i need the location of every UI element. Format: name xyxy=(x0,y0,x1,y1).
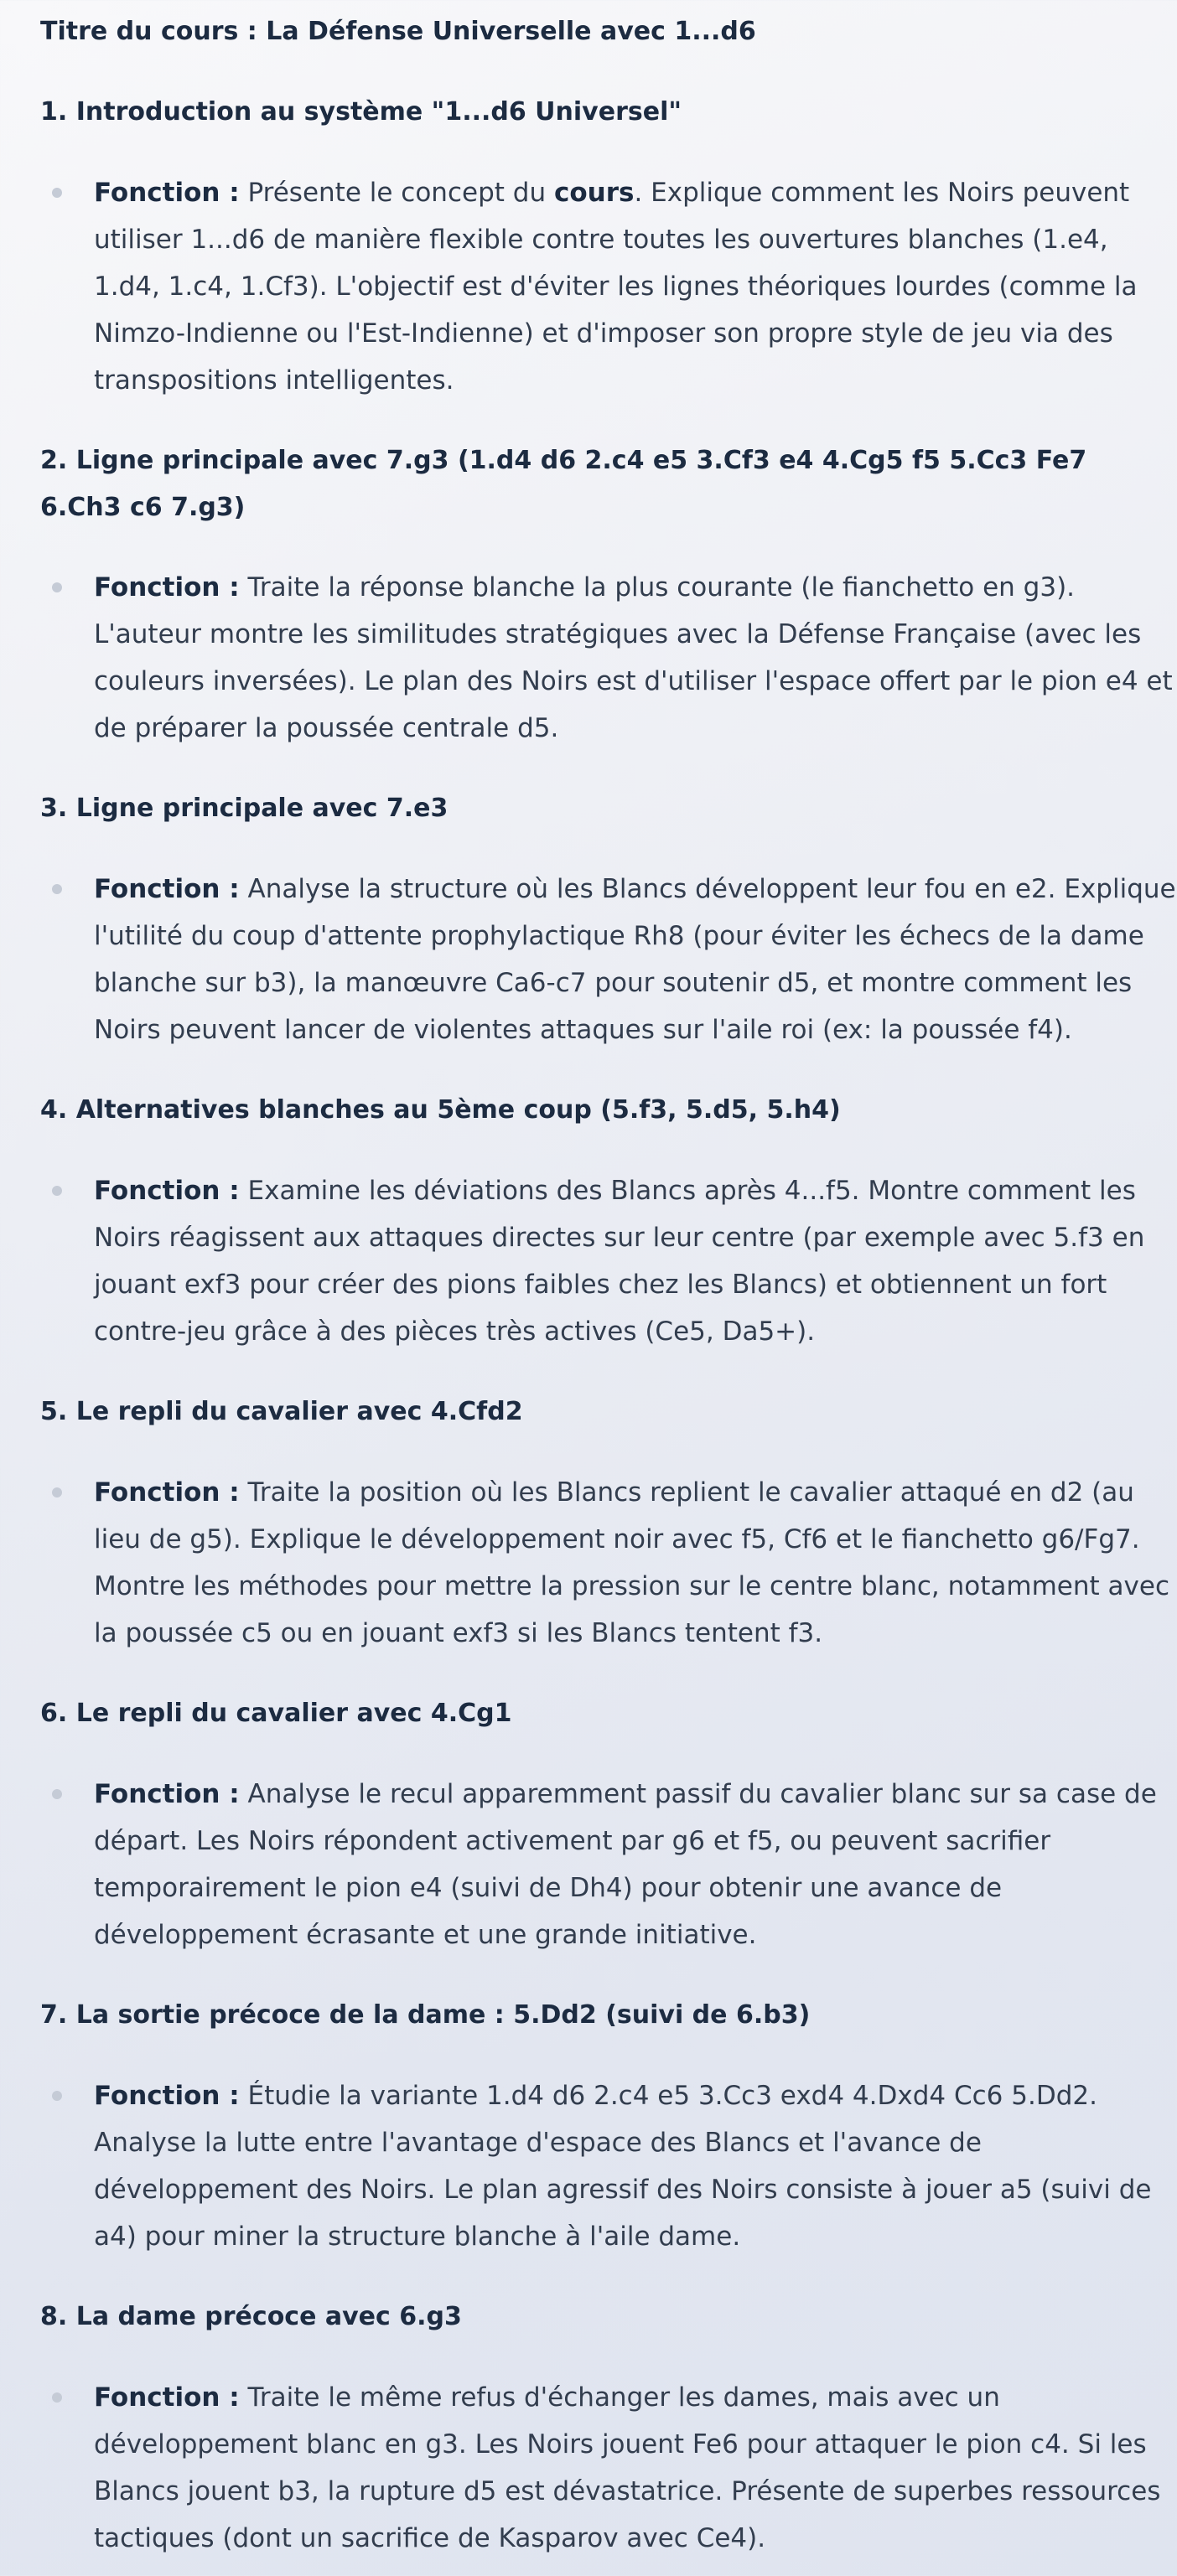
section-text-3: Analyse la structure où les Blancs développent leur fou en e2. Explique l'utilité du coup d'attente prophylactique Rh8 (pour éviter les échecs de la dame blanche sur b3), la manœuvre Ca6-c7 pour soutenir d5, et montre comment les Noirs peuvent lancer de violentes attaques sur l'aile roi (ex: la poussée f4). xyxy=(94,874,1176,1045)
function-label: Fonction : xyxy=(94,874,240,904)
bullet-icon xyxy=(52,188,62,198)
function-label: Fonction : xyxy=(94,2081,240,2111)
section-heading-6: 6. Le repli du cavalier avec 4.Cg1 xyxy=(40,1699,512,1728)
bullet-icon xyxy=(52,582,62,592)
bullet-icon xyxy=(52,2392,62,2403)
function-label: Fonction : xyxy=(94,572,240,603)
course-title: Titre du cours : La Défense Universelle avec 1...d6 xyxy=(40,17,756,46)
section-heading-2: 2. Ligne principale avec 7.g3 (1.d4 d6 2.c4 e5 3.Cf3 e4 4.Cg5 f5 5.Cc3 Fe7 6.Ch3 c6 7.g3) xyxy=(40,446,1087,522)
section-text-6: Analyse le recul apparemment passif du cavalier blanc sur sa case de départ. Les Noirs répondent activement par g6 et f5, ou peuvent sacrifier temporairement le pion e4 (suivi de Dh4) pour obtenir une avance de développement écrasante et une grande initiative. xyxy=(94,1779,1157,1950)
bullet-icon xyxy=(52,1789,62,1799)
section-heading-8: 8. La dame précoce avec 6.g3 xyxy=(40,2302,462,2331)
bullet-icon xyxy=(52,1487,62,1497)
bullet-icon xyxy=(52,2091,62,2101)
section-text-7: Étudie la variante 1.d4 d6 2.c4 e5 3.Cc3 exd4 4.Dxd4 Cc6 5.Dd2. Analyse la lutte entre l'avantage d'espace des Blancs et l'avance de développement des Noirs. Le plan agressif des Noirs consiste à jouer a5 (suivi de a4) pour miner la structure blanche à l'aile dame. xyxy=(94,2081,1152,2252)
section-heading-1: 1. Introduction au système "1...d6 Universel" xyxy=(40,97,682,127)
function-label: Fonction : xyxy=(94,1176,240,1206)
section-description-4 xyxy=(94,1167,1177,1355)
section-heading-4: 4. Alternatives blanches au 5ème coup (5.f3, 5.d5, 5.h4) xyxy=(40,1095,841,1125)
function-label: Fonction : xyxy=(94,2382,240,2413)
function-label: Fonction : xyxy=(94,1477,240,1508)
section-description-3 xyxy=(94,866,1177,1053)
bullet-icon xyxy=(52,884,62,894)
section-text-8: Traite le même refus d'échanger les dames, mais avec un développement blanc en g3. Les Noirs jouent Fe6 pour attaquer le pion c4. Si les Blancs jouent b3, la rupture d5 est dévastatrice. Présente de superbes ressources tactiques (dont un sacrifice de Kasparov avec Ce4). xyxy=(94,2382,1161,2553)
section-heading-7: 7. La sortie précoce de la dame : 5.Dd2 (suivi de 6.b3) xyxy=(40,2000,811,2030)
bullet-icon xyxy=(52,1186,62,1196)
section-description-6 xyxy=(94,1771,1177,1958)
section-description-7 xyxy=(94,2072,1177,2260)
function-label: Fonction : xyxy=(94,178,240,208)
section-strong-word-1: cours xyxy=(553,178,635,208)
section-text-1: . Explique comment les Noirs peuvent utiliser 1...d6 de manière flexible contre toutes les ouvertures blanches (1.e4, 1.d4, 1.c4, 1.Cf3). L'objectif est d'éviter les lignes théoriques lourdes (comme la Nimzo-Indienne ou l'Est-Indienne) et d'imposer son propre style de jeu via des transpositions intelligentes. xyxy=(94,178,1138,396)
section-description-1 xyxy=(94,169,1177,404)
section-text-5: Traite la position où les Blancs replient le cavalier attaqué en d2 (au lieu de g5). Explique le développement noir avec f5, Cf6 et le fianchetto g6/Fg7. Montre les méthodes pour mettre la pression sur le centre blanc, notamment avec la poussée c5 ou en jouant exf3 si les Blancs tentent f3. xyxy=(94,1477,1169,1648)
section-text-4: Examine les déviations des Blancs après 4...f5. Montre comment les Noirs réagissent aux attaques directes sur leur centre (par exemple avec 5.f3 en jouant exf3 pour créer des pions faibles chez les Blancs) et obtiennent un fort contre-jeu grâce à des pièces très actives (Ce5, Da5+). xyxy=(94,1176,1145,1347)
section-text-before-1: Présente le concept du xyxy=(239,178,554,208)
section-text-2: Traite la réponse blanche la plus courante (le fianchetto en g3). L'auteur montre les similitudes stratégiques avec la Défense Française (avec les couleurs inversées). Le plan des Noirs est d'utiliser l'espace offert par le pion e4 et de préparer la poussée centrale d5. xyxy=(94,572,1173,743)
section-heading-5: 5. Le repli du cavalier avec 4.Cfd2 xyxy=(40,1397,523,1426)
function-label: Fonction : xyxy=(94,1779,240,1809)
section-description-5 xyxy=(94,1469,1177,1657)
section-description-2 xyxy=(94,564,1177,752)
section-heading-3: 3. Ligne principale avec 7.e3 xyxy=(40,794,449,823)
section-description-8 xyxy=(94,2374,1177,2562)
